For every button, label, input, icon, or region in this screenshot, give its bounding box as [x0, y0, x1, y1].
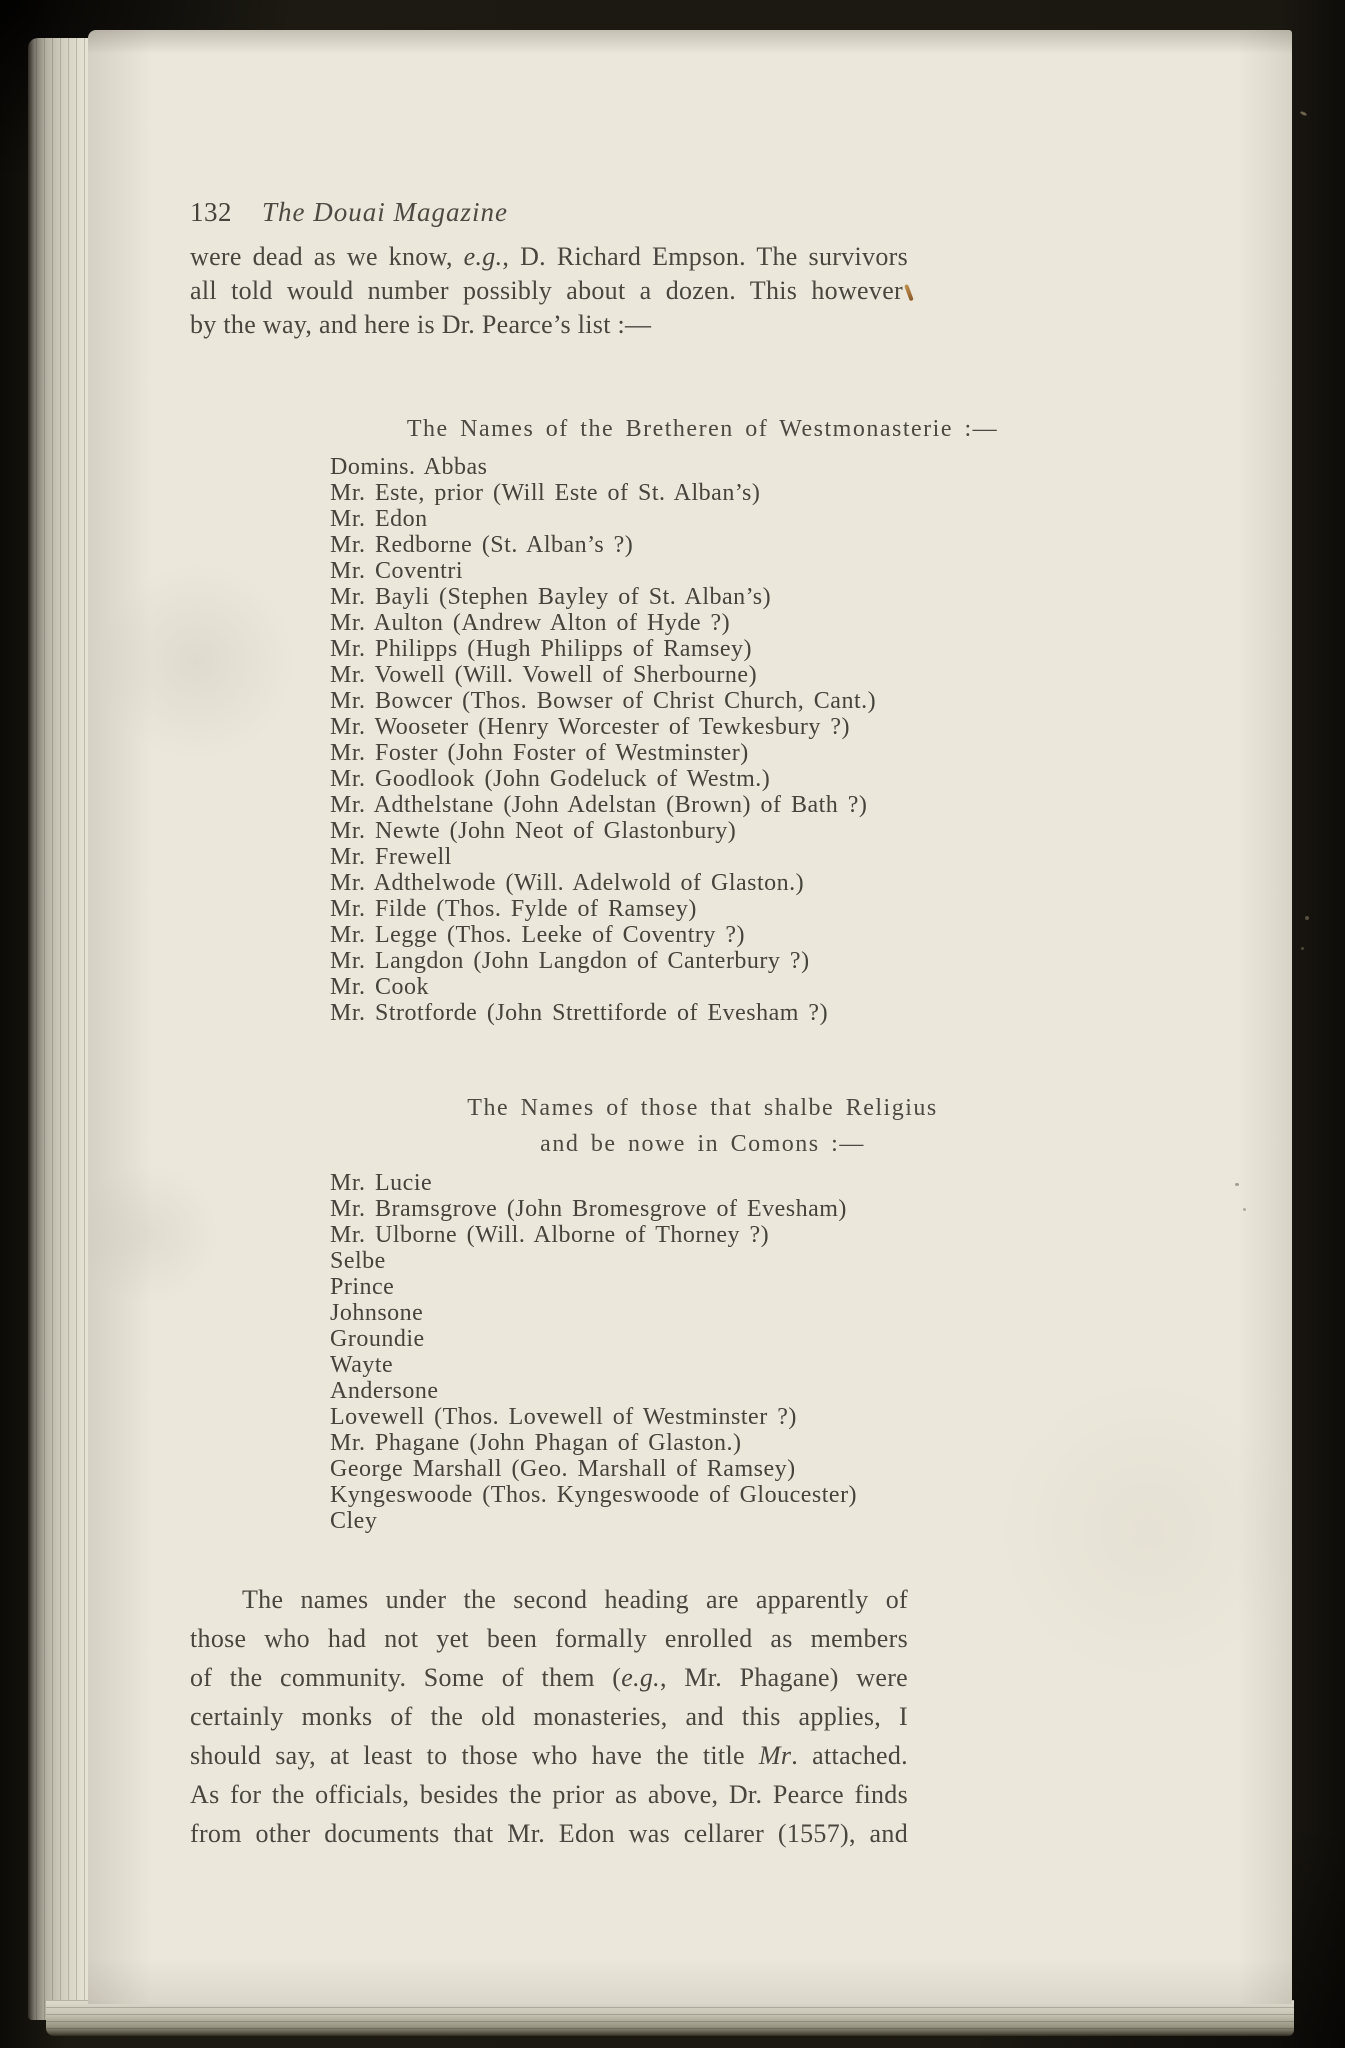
list-item: Cley: [330, 1508, 378, 1534]
text-segment: were dead as we know,: [190, 242, 464, 271]
list-item: Lovewell (Thos. Lovewell of Westminster ?): [330, 1404, 797, 1430]
list-item: Mr. Cook: [330, 974, 430, 1000]
text-line: [190, 1775, 908, 1814]
cover-speck: [1300, 111, 1308, 117]
list-item: Mr. Langdon (John Langdon of Canterbury ?): [330, 948, 810, 974]
journal-title: The Douai Magazine: [262, 197, 508, 227]
list-item: Mr. Ulborne (Will. Alborne of Thorney ?): [330, 1222, 770, 1248]
page-edge-stack-left: [28, 38, 90, 2020]
list-item: Andersone: [330, 1378, 439, 1404]
religius-heading-line2: and be nowe in Comons :—: [540, 1131, 865, 1157]
text-segment: from other documents that Mr. Edon was cellarer (1557), and: [190, 1819, 908, 1848]
text-segment: e.g.: [463, 242, 503, 271]
text-line: [190, 240, 908, 274]
page-edge-stack-bottom: [46, 2000, 1294, 2036]
text-line: [190, 308, 908, 342]
list-item: Mr. Edon: [330, 506, 428, 532]
text-line: [190, 1658, 908, 1697]
list-item: Mr. Phagane (John Phagan of Glaston.): [330, 1430, 742, 1456]
religius-heading-line1: The Names of those that shalbe Religius: [467, 1095, 938, 1121]
religius-list: [330, 1170, 1110, 1534]
intro-paragraph: [190, 240, 908, 342]
page-content: [190, 30, 999, 1853]
text-line: [190, 274, 908, 308]
list-item: Mr. Goodlook (John Godeluck of Westm.): [330, 766, 771, 792]
religius-list-heading: [330, 1090, 1075, 1162]
text-line: [190, 1619, 908, 1658]
list-item: Johnsone: [330, 1300, 424, 1326]
text-segment: As for the officials, besides the prior as above, Dr. Pearce finds: [190, 1780, 908, 1809]
text-line: [190, 1814, 908, 1853]
text-segment: , D. Richard Empson. The survivors: [502, 242, 908, 271]
text-line: [190, 1697, 908, 1736]
list-item: Mr. Aulton (Andrew Alton of Hyde ?): [330, 610, 731, 636]
text-line: [190, 1736, 908, 1775]
text-segment: e.g.: [621, 1663, 660, 1692]
list-item: Mr. Vowell (Will. Vowell of Sherbourne): [330, 662, 758, 688]
page-header: [190, 196, 908, 228]
closing-paragraph: [190, 1580, 908, 1853]
list-item: Mr. Lucie: [330, 1170, 433, 1196]
text-segment: , Mr. Phagane) were: [659, 1663, 908, 1692]
text-segment: The names under the second heading are apparently of: [242, 1585, 908, 1614]
list-item: Mr. Redborne (St. Alban’s ?): [330, 532, 634, 558]
text-segment: those who had not yet been formally enrolled as members: [190, 1624, 908, 1653]
list-item: Mr. Adthelstane (John Adelstan (Brown) of Bath ?): [330, 792, 868, 818]
cover-speck: [1301, 947, 1304, 950]
list-item: Mr. Wooseter (Henry Worcester of Tewkesbury ?): [330, 714, 850, 740]
text-segment: all told would number possibly about a dozen. This however: [190, 276, 903, 305]
list-item: Mr. Este, prior (Will Este of St. Alban’s): [330, 480, 761, 506]
list-item: Selbe: [330, 1248, 386, 1274]
paper-speck: [1243, 1208, 1246, 1211]
brethren-list-heading: The Names of the Bretheren of Westmonasterie :—: [406, 416, 999, 442]
list-item: Mr. Coventri: [330, 558, 463, 584]
list-item: George Marshall (Geo. Marshall of Ramsey): [330, 1456, 796, 1482]
handwritten-pen-mark: [904, 284, 914, 301]
list-item: Mr. Newte (John Neot of Glastonbury): [330, 818, 737, 844]
list-item: Mr. Filde (Thos. Fylde of Ramsey): [330, 896, 697, 922]
list-item: Groundie: [330, 1326, 425, 1352]
list-item: Mr. Philipps (Hugh Philipps of Ramsey): [330, 636, 753, 662]
list-item: Mr. Foster (John Foster of Westminster): [330, 740, 749, 766]
text-segment: should say, at least to those who have the title: [190, 1741, 759, 1770]
list-item: Mr. Bramsgrove (John Bromesgrove of Evesham): [330, 1196, 847, 1222]
list-item: Mr. Adthelwode (Will. Adelwold of Glaston.): [330, 870, 805, 896]
text-line: [190, 1580, 908, 1619]
list-item: Mr. Legge (Thos. Leeke of Coventry ?): [330, 922, 746, 948]
paper-speck: [1235, 1183, 1239, 1186]
list-item: Kyngeswoode (Thos. Kyngeswoode of Gloucester): [330, 1482, 858, 1508]
list-item: Domins. Abbas: [330, 454, 488, 480]
text-segment: of the community. Some of them (: [190, 1663, 622, 1692]
text-segment: certainly monks of the old monasteries, and this applies, I: [190, 1702, 908, 1731]
list-item: Wayte: [330, 1352, 394, 1378]
list-item: Mr. Strotforde (John Strettiforde of Evesham ?): [330, 1000, 829, 1026]
list-item: Mr. Bowcer (Thos. Bowser of Christ Church, Cant.): [330, 688, 877, 714]
text-segment: Mr: [758, 1741, 792, 1770]
book-page: [88, 30, 1292, 2004]
text-segment: by the way, and here is Dr. Pearce’s list :—: [190, 310, 652, 339]
brethren-list: [330, 454, 1110, 1026]
cover-speck: [1305, 916, 1309, 920]
list-item: Mr. Frewell: [330, 844, 452, 870]
page-number: 132: [190, 197, 232, 227]
list-item: Prince: [330, 1274, 395, 1300]
text-segment: . attached.: [791, 1741, 908, 1770]
list-item: Mr. Bayli (Stephen Bayley of St. Alban’s): [330, 584, 772, 610]
